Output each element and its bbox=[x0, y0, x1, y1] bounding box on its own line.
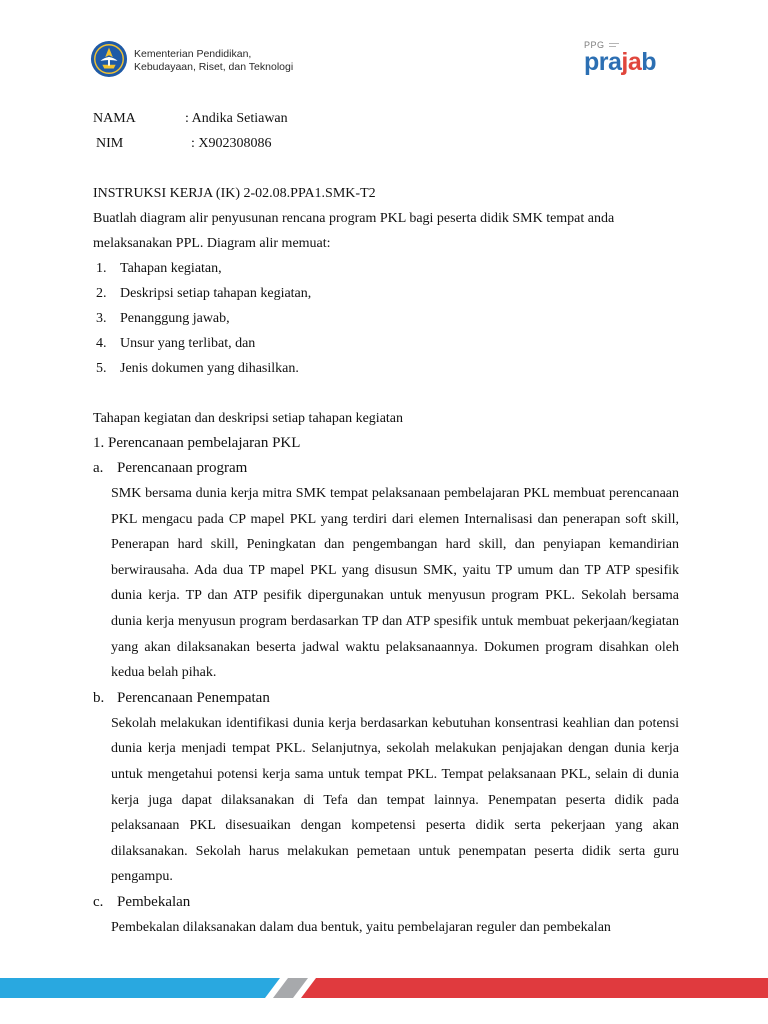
subsection-a-text: SMK bersama dunia kerja mitra SMK tempat pelaksanaan pembelajaran PKL membuat perencanaan PKL mengacu pada CP mapel PKL yang terdiri dari elemen Internalisasi dan penerapan soft skill, Penerapan hard skill, Peningkatan dan pengembangan hard skill, dan penyiapan kemandirian berwirausaha. Ada dua TP mapel PKL yang disusun SMK, yaitu TP umum dan TP ATP spesifik dunia kerja. TP dan ATP pesifik dipergunakan untuk menyusun program PKL. Sekolah bersama dunia kerja menyusun program berdasarkan TP dan ATP spesifik untuk membuat pekerjaan/kegiatan yang akan dilaksanakan beserta jadwal waktu pelaksanaannya. Dokumen program disahkan oleh kedua belah pihak. bbox=[111, 486, 679, 681]
prajab-part-3: b bbox=[641, 48, 657, 76]
prajab-wordmark bbox=[584, 49, 656, 75]
nama-value: : Andika Setiawan bbox=[185, 111, 288, 126]
section-1-title: 1. Perencanaan pembelajaran PKL bbox=[93, 435, 301, 451]
ppg-prajab-logo bbox=[584, 40, 656, 75]
document-body bbox=[93, 106, 679, 941]
tut-wuri-handayani-logo-icon bbox=[90, 40, 128, 78]
list-item: 4. Unsur yang terlibat, dan bbox=[96, 336, 256, 351]
nim-row bbox=[93, 131, 679, 156]
nim-label: NIM bbox=[96, 136, 124, 151]
prajab-part-2: ja bbox=[621, 48, 642, 76]
ministry-line-1: Kementerian Pendidikan, bbox=[134, 48, 252, 60]
footer-stripe bbox=[0, 978, 768, 998]
instruction-title: INSTRUKSI KERJA (IK) 2-02.08.PPA1.SMK-T2 bbox=[93, 186, 376, 201]
list-item: 1. Tahapan kegiatan, bbox=[96, 261, 222, 276]
subsection-b-text: Sekolah melakukan identifikasi dunia kerja berdasarkan kebutuhan konsentrasi keahlian dan potensi dunia kerja menjadi tempat PKL. Selanjutnya, sekolah melakukan penjajakan dengan dunia kerja untuk mengetahui potensi kerja sama untuk tempat PKL. Tempat pelaksanaan PKL, selain di dunia kerja juga dapat dilaksanakan di Tefa dan tempat lainnya. Penempatan peserta didik pada pelaksanaan PKL disesuaikan dengan kompetensi peserta didik serta pekerjaan yang akan dilaksanakan. Sekolah harus melakukan pemetaan untuk penempatan peserta didik serta guru pengampu. bbox=[111, 715, 679, 885]
nama-label: NAMA bbox=[93, 111, 136, 126]
ppg-lines-icon bbox=[609, 43, 619, 47]
list-item: 3. Penanggung jawab, bbox=[96, 311, 230, 326]
ministry-name bbox=[134, 48, 293, 74]
subsection-c-title: c. Pembekalan bbox=[93, 893, 191, 910]
page-header bbox=[0, 0, 768, 100]
stages-heading: Tahapan kegiatan dan deskripsi setiap tahapan kegiatan bbox=[93, 411, 404, 426]
ministry-line-2: Kebudayaan, Riset, dan Teknologi bbox=[134, 61, 294, 73]
nama-row bbox=[93, 106, 679, 131]
subsection-a-title: a. Perencanaan program bbox=[93, 460, 248, 476]
list-item: 5. Jenis dokumen yang dihasilkan. bbox=[96, 361, 299, 376]
list-item: 2. Deskripsi setiap tahapan kegiatan, bbox=[96, 286, 312, 301]
prajab-part-1: pra bbox=[584, 48, 622, 76]
ppg-label: PPG bbox=[584, 40, 605, 50]
subsection-c-text: Pembekalan dilaksanakan dalam dua bentuk, yaitu pembelajaran reguler dan pembekalan bbox=[111, 919, 611, 935]
subsection-b-title: b. Perencanaan Penempatan bbox=[93, 689, 270, 706]
instruction-line-1: Buatlah diagram alir penyusunan rencana program PKL bagi peserta didik SMK tempat anda bbox=[93, 211, 615, 226]
instruction-line-2: melaksanakan PPL. Diagram alir memuat: bbox=[93, 236, 331, 251]
nim-value: : X902308086 bbox=[191, 136, 272, 151]
